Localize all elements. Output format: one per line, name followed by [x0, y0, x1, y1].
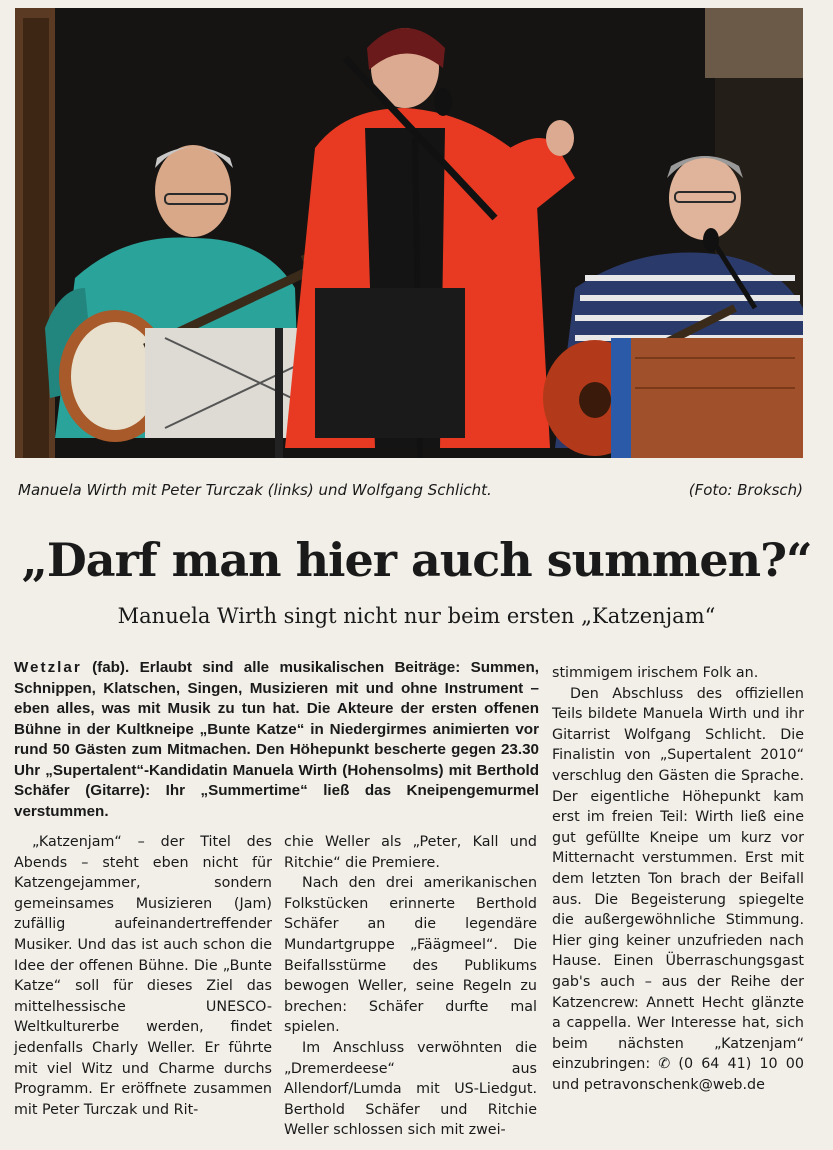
article-column-2	[284, 832, 537, 1141]
lead-paragraph	[14, 658, 539, 822]
article-paragraph: stimmigem irischem Folk an.	[552, 665, 759, 681]
dateline-location: Wetzlar	[14, 659, 82, 676]
article-column-1	[14, 832, 272, 1120]
article-column-3	[552, 663, 804, 1095]
article-paragraph: Nach den drei amerikanischen Folkstücken erinnerte Berthold Schäfer an die legendäre Mundartgruppe „Fäägmeel“. Die Beifallsstürme des Publikums bewogen Weller, seine Regeln zu brechen: Schäfer durfte mal spielen.	[284, 875, 537, 1036]
article-paragraph: „Katzenjam“ – der Titel des Abends – steht eben nicht für Katzengejammer, sondern gemeinsames Musizieren (Jam) zufällig aufeinandertreffender Musiker. Und das ist auch schon die Idee der offenen Bühne. Die „Bunte Katze“ soll für dieses Ziel das mittelhessische UNESCO-Weltkulturerbe werden, findet jedenfalls Charly Weller. Er führte mit viel Witz und Charme durchs Programm. Er eröffnete zusammen mit Peter Turczak und Rit-	[14, 834, 272, 1118]
concert-photo	[15, 8, 803, 458]
musicians-illustration	[15, 8, 803, 458]
caption-text: Manuela Wirth mit Peter Turczak (links) und Wolfgang Schlicht.	[18, 481, 492, 499]
article-paragraph: chie Weller als „Peter, Kall und Ritchie“ die Premiere.	[284, 834, 537, 871]
lead-text: Erlaubt sind alle musikalischen Beiträge: Summen, Schnippen, Klatschen, Singen, Musizieren mit und ohne Instrument – eben alles, was mit Musik zu tun hat. Die Akteure der ersten offenen Bühne in der Kultkneipe „Bunte Katze“ in Niedergirmes animierten vor rund 50 Gästen zum Mitmachen. Den Höhepunkt bescherte gegen 23.30 Uhr „Supertalent“-Kandidatin Manuela Wirth (Hohensolms) mit Berthold Schäfer (Gitarre): Ihr „Summertime“ ließ das Kneipengemurmel verstummen.	[14, 659, 539, 820]
subheadline: Manuela Wirth singt nicht nur beim ersten „Katzenjam“	[117, 604, 716, 628]
article-paragraph: Im Anschluss verwöhnten die „Dremerdeese“ aus Allendorf/Lumda mit US-Liedgut. Berthold Schäfer und Ritchie Weller schlossen sich mit zwei-	[284, 1039, 537, 1139]
dateline-author: (fab).	[92, 659, 130, 676]
article-paragraph: Den Abschluss des offiziellen Teils bildete Manuela Wirth und ihr Gitarrist Wolfgang Schlicht. Die Finalistin von „Supertalent 2010“ verschlug den Gästen die Sprache. Der eigentliche Höhepunkt kam erst im freien Teil: Wirth ließ eine gut gefüllte Kneipe um kurz vor Mitternacht verstummen. Erst mit dem letzten Ton brach der Beifall aus. Die Begeisterung spiegelte die außergewöhnliche Stimmung. Hier ging keiner unzufrieden nach Hause. Einen Überraschungsgast gab's auch – aus der Reihe der Katzencrew: Annett Hecht glänzte a cappella. Wer Interesse hat, sich beim nächsten „Katzenjam“ einzubringen: ✆ (0 64 41) 10 00 und petravonschenk@web.de	[552, 685, 804, 1093]
headline: „Darf man hier auch summen?“	[21, 533, 812, 587]
photo-caption	[18, 478, 803, 502]
photo-credit: (Foto: Broksch)	[688, 481, 803, 499]
